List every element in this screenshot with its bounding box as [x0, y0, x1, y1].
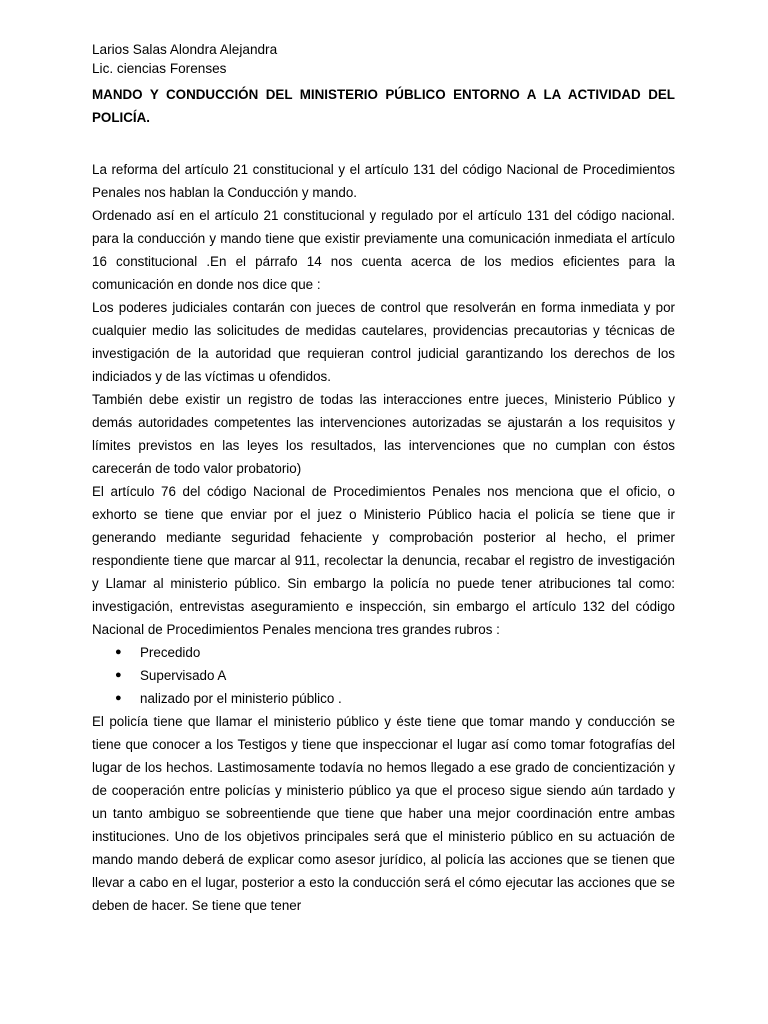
bullet-icon: ● [115, 692, 122, 704]
paragraph: El artículo 76 del código Nacional de Procedimientos Penales nos menciona que el oficio, o exhorto se tiene que enviar por el juez o Ministerio Público hacia el policía se tiene que ir generando mediante seguridad fehaciente y comprobación posterior al hecho, el primer respondiente tiene que marcar al 911, recolectar la denuncia, recabar el registro de investigación y Llamar al ministerio público. Sin embargo la policía no puede tener atribuciones tal como: investigación, entrevistas aseguramiento e inspección, sin embargo el artículo 132 del código Nacional de Procedimientos Penales menciona tres grandes rubros : [92, 484, 675, 637]
bullet-icon: ● [115, 646, 122, 658]
paragraph: Los poderes judiciales contarán con jueces de control que resolverán en forma inmediata y por cualquier medio las solicitudes de medidas cautelares, providencias precautorias y técnicas de investigación de la autoridad que requieran control judicial garantizando los derechos de los indiciados y de las víctimas u ofendidos. [92, 300, 675, 384]
document-body [92, 158, 675, 917]
list-item [92, 641, 675, 664]
paragraph: El policía tiene que llamar el ministerio público y éste tiene que tomar mando y conducción se tiene que conocer a los Testigos y tiene que inspeccionar el lugar así como tomar fotografías del lugar de los hechos. Lastimosamente todavía no hemos llegado a ese grado de concientización y de cooperación entre policías y ministerio público ya que el proceso sigue siendo aún tardado y un tanto ambiguo se sobreentiende que tiene que haber una mejor coordinación entre ambas instituciones. Uno de los objetivos principales será que el ministerio público en su actuación de mando mando deberá de explicar como asesor jurídico, al policía las acciones que se tienen que llevar a cabo en el lugar, posterior a esto la conducción será el cómo ejecutar las acciones que se deben de hacer. Se tiene que tener [92, 714, 675, 913]
rubros-list [92, 641, 675, 710]
paragraph: Ordenado así en el artículo 21 constitucional y regulado por el artículo 131 del código nacional. para la conducción y mando tiene que existir previamente una comunicación inmediata el artículo 16 constitucional .En el párrafo 14 nos cuenta acerca de los medios eficientes para la comunicación en donde nos dice que : [92, 208, 675, 292]
paragraph: La reforma del artículo 21 constitucional y el artículo 131 del código Nacional de Procedimientos Penales nos hablan la Conducción y mando. [92, 162, 675, 200]
list-item-text: Precedido [140, 645, 201, 660]
list-item [92, 687, 675, 710]
document-page [92, 40, 675, 917]
list-item-text: Supervisado A [140, 668, 227, 683]
document-title: MANDO Y CONDUCCIÓN DEL MINISTERIO PÚBLICO ENTORNO A LA ACTIVIDAD DEL POLICÍA. [92, 87, 675, 125]
program-name: Lic. ciencias Forenses [92, 61, 227, 76]
list-item-text: nalizado por el ministerio público . [140, 691, 342, 706]
paragraph: También debe existir un registro de todas las interacciones entre jueces, Ministerio Público y demás autoridades competentes las intervenciones autorizadas se ajustarán a los requisitos y límites previstos en las leyes los resultados, las intervenciones que no cumplan con éstos carecerán de todo valor probatorio) [92, 392, 675, 476]
list-item [92, 664, 675, 687]
author-name: Larios Salas Alondra Alejandra [92, 42, 278, 57]
bullet-icon: ● [115, 669, 122, 681]
